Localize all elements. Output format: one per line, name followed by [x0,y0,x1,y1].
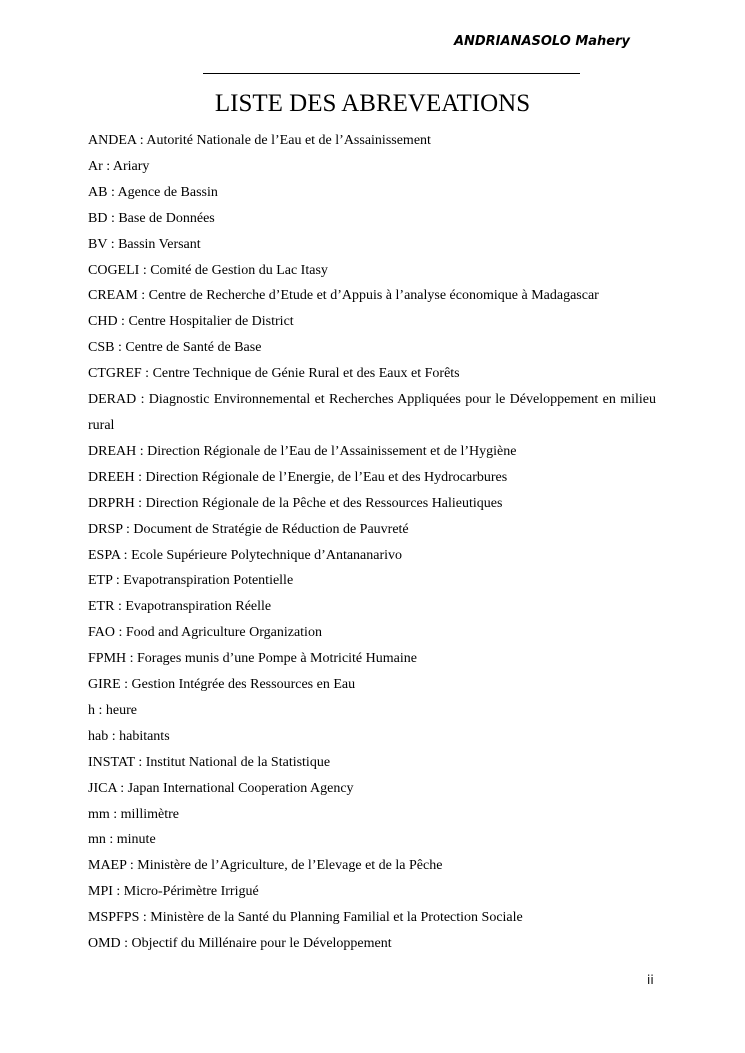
abbreviation-entry: OMD : Objectif du Millénaire pour le Développement [88,936,392,952]
abbreviation-entry: ETP : Evapotranspiration Potentielle [88,573,294,589]
abbreviation-entry: DRPRH : Direction Régionale de la Pêche et des Ressources Halieutiques [88,495,503,511]
abbreviation-entry: CREAM : Centre de Recherche d’Etude et d’Appuis à l’analyse économique à Madagascar [88,288,599,304]
abbreviation-entry: JICA : Japan International Cooperation Agency [88,780,354,796]
abbreviation-entry: CSB : Centre de Santé de Base [88,340,262,356]
abbreviation-entry: MPI : Micro-Périmètre Irrigué [88,884,259,900]
header-rule [203,73,580,74]
abbreviation-entry: DREEH : Direction Régionale de l’Energie, de l’Eau et des Hydrocarbures [88,469,508,485]
abbreviation-entry: AB : Agence de Bassin [88,184,218,200]
abbreviation-entry: BD : Base de Données [88,210,215,226]
abbreviation-entry: hab : habitants [88,728,170,744]
abbreviation-entry: BV : Bassin Versant [88,236,201,252]
abbreviation-entry: DERAD : Diagnostic Environnemental et Recherches Appliquées pour le Développement en milieu rural [88,392,656,433]
abbreviation-entry: COGELI : Comité de Gestion du Lac Itasy [88,262,328,278]
abbreviation-entry: MAEP : Ministère de l’Agriculture, de l’Elevage et de la Pêche [88,858,443,874]
abbreviation-list [88,128,656,957]
abbreviation-entry: CTGREF : Centre Technique de Génie Rural et des Eaux et Forêts [88,366,460,382]
abbreviation-entry: ESPA : Ecole Supérieure Polytechnique d’Antananarivo [88,547,403,563]
page-number: ii [647,973,654,987]
abbreviation-entry: FPMH : Forages munis d’une Pompe à Motricité Humaine [88,651,417,667]
abbreviation-entry: Ar : Ariary [88,158,150,174]
page-title: LISTE DES ABREVEATIONS [214,90,531,117]
abbreviation-entry: CHD : Centre Hospitalier de District [88,314,294,330]
abbreviation-entry: ANDEA : Autorité Nationale de l’Eau et de l’Assainissement [88,133,431,148]
abbreviation-entry: INSTAT : Institut National de la Statistique [88,754,331,770]
abbreviation-entry: GIRE : Gestion Intégrée des Ressources en Eau [88,677,356,693]
abbreviation-entry: ETR : Evapotranspiration Réelle [88,599,272,615]
header-author: ANDRIANASOLO Mahery [453,34,630,49]
abbreviation-entry: DREAH : Direction Régionale de l’Eau de l’Assainissement et de l’Hygiène [88,443,517,459]
abbreviation-entry: mm : millimètre [88,806,179,822]
abbreviation-entry: MSPFPS : Ministère de la Santé du Planning Familial et la Protection Sociale [88,910,523,926]
abbreviation-entry: mn : minute [88,832,156,848]
abbreviation-entry: h : heure [88,702,137,718]
abbreviation-entry: DRSP : Document de Stratégie de Réduction de Pauvreté [88,521,409,537]
abbreviation-entry: FAO : Food and Agriculture Organization [88,625,322,641]
